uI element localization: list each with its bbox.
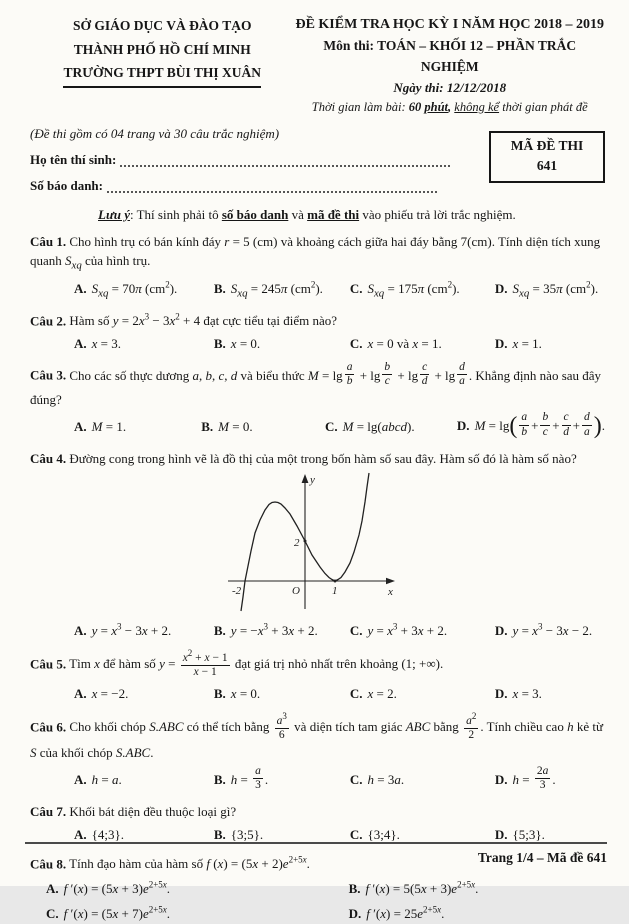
department-line2: THÀNH PHỐ HỒ CHÍ MINH bbox=[73, 41, 251, 57]
question-text: Cho khối chóp S.ABC có thể tích bằng $\frac{a^3}{6}$ và diện tích tam giác ABC bằng $\frac{a^2}{2}$ . Tính chiều cao h kẻ từ S của khối chóp S.ABC. bbox=[30, 710, 604, 761]
question-label: Câu 4. bbox=[30, 450, 67, 466]
answer-option: A. f $'(x) = (5x + 3)e^{2+5x}$. bbox=[46, 879, 171, 896]
question-6-options bbox=[30, 764, 605, 794]
page-number: Trang 1/4 – Mã đề 641 bbox=[477, 850, 607, 866]
question-3 bbox=[30, 363, 605, 441]
question-label: Câu 7. bbox=[30, 804, 67, 820]
answer-option: A. {4;3}. bbox=[74, 827, 124, 843]
question-text: Hàm số $y = 2x^3 - 3x^2 + 4$ đạt cực tiểu tại điểm nào? bbox=[69, 312, 338, 329]
answer-option: B. x = 0. bbox=[213, 686, 261, 702]
answer-option: B. h = $\frac{a}{3}$ . bbox=[213, 764, 269, 792]
department-line1: SỞ GIÁO DỤC VÀ ĐÀO TẠO bbox=[73, 18, 252, 33]
answer-option: D. x = 3. bbox=[494, 686, 542, 702]
question-2-options bbox=[30, 335, 605, 354]
candidate-fields bbox=[30, 125, 489, 196]
answer-option: A. h = a. bbox=[74, 772, 122, 788]
duration-line: Thời gian làm bài: 60 phút, không kể thời gian phát đề bbox=[311, 99, 588, 114]
question-text: Tìm x để hàm số y = $\frac{x^2 + x - 1}{x - 1}$ đạt giá trị nhỏ nhất trên khoảng (1; +∞). bbox=[69, 647, 444, 678]
question-4-options bbox=[30, 621, 605, 641]
answer-option: C. f $'(x) = (5x + 7)e^{2+5x}$. bbox=[46, 904, 171, 921]
answer-option: D. $S_{xq} = 35\pi$ $(cm^2)$. bbox=[494, 279, 599, 300]
question-text: Cho các số thực dương a, b, c, d và biểu thức M = lg $\frac{a}{b}$ + lg $\frac{b}{c}$ + lg $\frac{c}{d}$ + lg $\frac{d}{a}$ . Khẳng định nào sau đây đúng? bbox=[30, 361, 602, 407]
subject-line: Môn thi: TOÁN – KHỐI 12 – PHẦN TRẮC NGHIỆM bbox=[323, 37, 577, 74]
answer-option: C. x = 2. bbox=[349, 686, 397, 702]
question-text: Cho hình trụ có bán kính đáy r = 5 (cm) và khoảng cách giữa hai đáy bằng 7(cm). Tính diện tích xung quanh $S_{xq}$ của hình trụ. bbox=[30, 234, 601, 272]
question-label: Câu 5. bbox=[30, 656, 67, 672]
candidate-id-fill-line bbox=[107, 179, 437, 193]
answer-option: C. {3;4}. bbox=[349, 827, 400, 843]
answer-option: D. x = 1. bbox=[494, 336, 542, 352]
exam-date: Ngày thi: 12/12/2018 bbox=[393, 79, 507, 95]
answer-option: B. M = 0. bbox=[201, 418, 253, 434]
exam-title: ĐỀ KIỂM TRA HỌC KỲ I NĂM HỌC 2018 – 2019 bbox=[295, 17, 605, 32]
candidate-id-label: Số báo danh: bbox=[30, 177, 103, 193]
answer-option: C. x = 0 và x = 1. bbox=[349, 336, 442, 352]
question-8-options bbox=[30, 878, 605, 923]
answer-option: C. $S_{xq} = 175\pi$ $(cm^2)$. bbox=[349, 279, 460, 300]
question-6 bbox=[30, 710, 605, 795]
answer-option: A. $S_{xq} = 70\pi$ $(cm^2)$. bbox=[74, 279, 178, 300]
y-tick-2: 2 bbox=[294, 536, 300, 549]
answer-option: D. h = $\frac{2a}{3}$ . bbox=[494, 764, 556, 792]
candidate-id-row bbox=[30, 177, 489, 196]
answer-option: B. $y = -x^3 + 3x + 2$. bbox=[213, 621, 318, 638]
question-label: Câu 2. bbox=[30, 313, 67, 329]
candidate-info-block bbox=[30, 125, 605, 196]
answer-option: B. $S_{xq} = 245\pi$ $(cm^2)$. bbox=[213, 279, 323, 300]
cubic-graph-figure bbox=[220, 471, 605, 617]
x-tick-1: 1 bbox=[332, 584, 338, 597]
candidate-name-fill-line bbox=[120, 153, 450, 167]
question-label: Câu 6. bbox=[30, 719, 67, 735]
question-label: Câu 1. bbox=[30, 234, 67, 250]
answer-option: D. $y = x^3 - 3x - 2$. bbox=[494, 621, 593, 638]
answer-option: A. x = 3. bbox=[74, 336, 122, 352]
answer-option: A. M = 1. bbox=[74, 418, 127, 434]
answer-option: D. f $'(x) = 25e^{2+5x}$. bbox=[348, 904, 445, 921]
answer-option: A. $y = x^3 - 3x + 2$. bbox=[74, 621, 172, 638]
question-4 bbox=[30, 450, 605, 641]
school-name: TRƯỜNG THPT BÙI THỊ XUÂN bbox=[63, 61, 261, 88]
notice-line: Lưu ý: Thí sinh phải tô số báo danh và mã đề thi vào phiếu trả lời trắc nghiệm. bbox=[98, 206, 516, 222]
question-5-options bbox=[30, 685, 605, 704]
answer-option: A. x = −2. bbox=[74, 686, 129, 702]
question-label: Câu 8. bbox=[30, 856, 67, 872]
exam-note: (Đề thi gồm có 04 trang và 30 câu trắc nghiệm) bbox=[30, 126, 280, 142]
answer-option: C. M = lg(abcd). bbox=[324, 418, 415, 434]
question-label: Câu 3. bbox=[30, 367, 67, 383]
exam-code-box bbox=[489, 131, 605, 183]
exam-title-block bbox=[295, 14, 606, 117]
question-text: Đường cong trong hình vẽ là đồ thị của một trong bốn hàm số sau đây. Hàm số đó là hàm số nào? bbox=[69, 450, 577, 466]
issuer-block bbox=[30, 14, 295, 117]
candidate-name-label: Họ tên thí sinh: bbox=[30, 151, 117, 167]
question-text: Khối bát diện đều thuộc loại gì? bbox=[69, 804, 237, 820]
answer-option: B. f $'(x) = 5(5x + 3)e^{2+5x}$. bbox=[348, 879, 479, 896]
question-text: Tính đạo hàm của hàm số f $(x) = (5x + 2)e^{2+5x}$. bbox=[69, 855, 310, 872]
exam-code-title: MÃ ĐỀ THI bbox=[510, 138, 584, 154]
x-tick-neg2: -2 bbox=[232, 584, 242, 597]
question-2 bbox=[30, 311, 605, 354]
y-axis-label: y bbox=[310, 473, 315, 486]
question-1-options bbox=[30, 279, 605, 303]
answer-option: D. M = lg( $\frac{a}{b}$ + $\frac{b}{c}$ + $\frac{c}{d}$ + $\frac{d}{a}$ ). bbox=[456, 411, 605, 440]
question-5 bbox=[30, 647, 605, 704]
answer-option: C. $y = x^3 + 3x + 2$. bbox=[349, 621, 448, 638]
candidate-name-row bbox=[30, 151, 489, 170]
answer-option: D. {5;3}. bbox=[494, 827, 545, 843]
answer-option: B. x = 0. bbox=[213, 336, 261, 352]
question-7 bbox=[30, 803, 605, 845]
question-3-options bbox=[30, 413, 605, 440]
x-axis-label: x bbox=[388, 585, 393, 598]
page-footer bbox=[25, 842, 607, 868]
answer-option: C. h = 3a. bbox=[349, 772, 405, 788]
question-1 bbox=[30, 233, 605, 302]
origin-label: O bbox=[292, 584, 300, 597]
answer-option: B. {3;5}. bbox=[213, 827, 264, 843]
page-header bbox=[30, 14, 605, 117]
exam-code-value: 641 bbox=[536, 158, 558, 174]
function-graph bbox=[220, 471, 410, 611]
